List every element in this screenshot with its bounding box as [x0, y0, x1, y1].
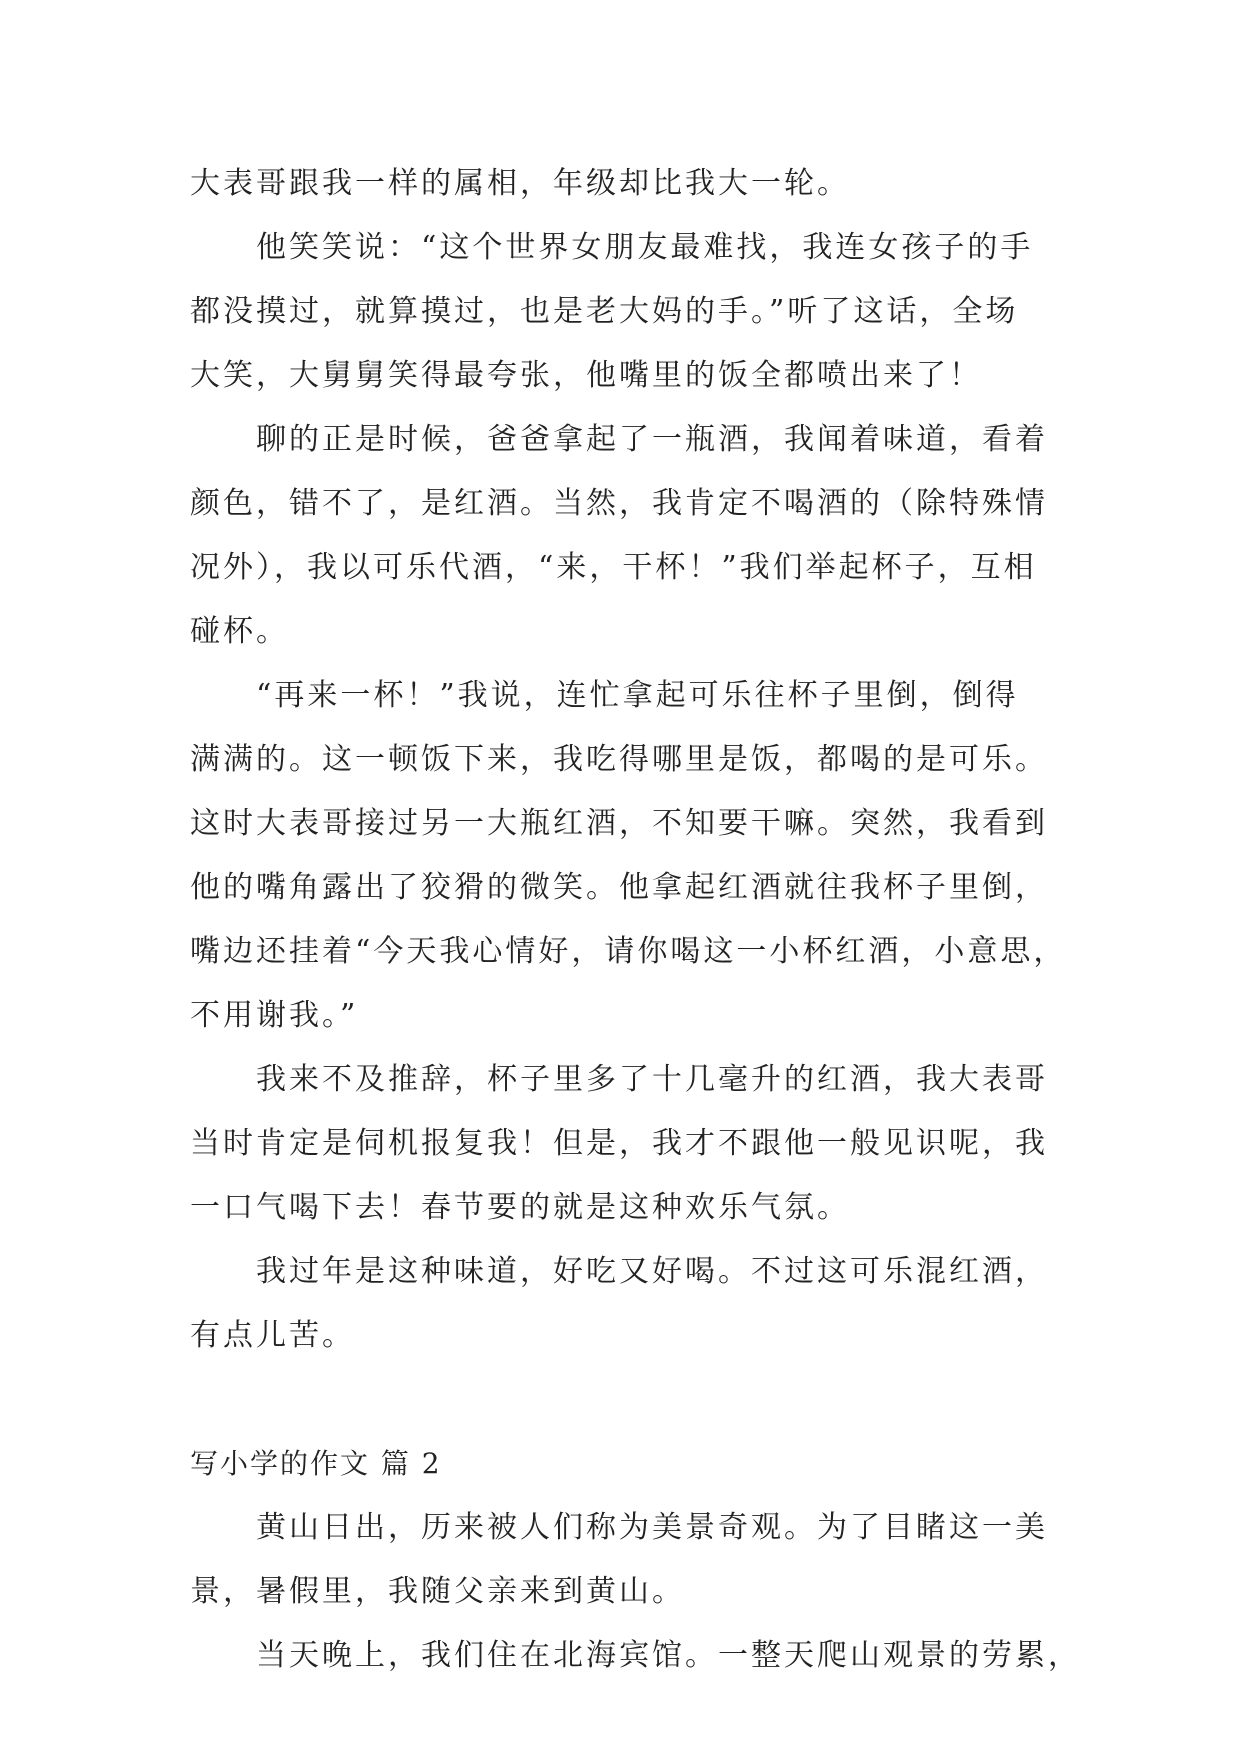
text-line: 当天晚上，我们住在北海宾馆。一整天爬山观景的劳累，	[256, 1638, 1081, 1673]
paragraph-2	[190, 216, 1070, 408]
paragraph-7	[190, 1496, 1070, 1624]
text-line: “再来一杯！”我说，连忙拿起可乐往杯子里倒，倒得	[256, 678, 1019, 713]
text-line: 有点儿苦。	[190, 1318, 355, 1353]
text-line: 不用谢我。”	[190, 998, 359, 1033]
section-title: 写小学的作文 篇 2	[190, 1447, 442, 1480]
text-line: 我来不及推辞，杯子里多了十几毫升的红酒，我大表哥	[256, 1062, 1048, 1097]
text-line: 他的嘴角露出了狡猾的微笑。他拿起红酒就往我杯子里倒，	[190, 870, 1048, 905]
text-line: 他笑笑说：“这个世界女朋友最难找，我连女孩子的手	[256, 230, 1034, 265]
text-line: 满满的。这一顿饭下来，我吃得哪里是饭，都喝的是可乐。	[190, 742, 1048, 777]
text-line: 我过年是这种味道，好吃又好喝。不过这可乐混红酒，	[256, 1254, 1048, 1289]
article-body	[190, 152, 1081, 1688]
text-line: 这时大表哥接过另一大瓶红酒，不知要干嘛。突然，我看到	[190, 806, 1048, 841]
text-line: 当时肯定是伺机报复我！但是，我才不跟他一般见识呢，我	[190, 1126, 1048, 1161]
text-line: 黄山日出，历来被人们称为美景奇观。为了目睹这一美	[256, 1510, 1048, 1545]
paragraph-1	[190, 152, 1070, 216]
text-line: 聊的正是时候，爸爸拿起了一瓶酒，我闻着味道，看着	[256, 422, 1048, 457]
paragraph-5	[190, 1048, 1070, 1240]
text-line: 碰杯。	[190, 614, 289, 649]
text-line: 都没摸过，就算摸过，也是老大妈的手。”听了这话，全场	[190, 294, 1019, 329]
paragraph-6	[190, 1240, 1070, 1368]
paragraph-8	[190, 1624, 1081, 1688]
section-gap	[190, 1368, 1070, 1432]
text-line: 大笑，大舅舅笑得最夸张，他嘴里的饭全都喷出来了！	[190, 358, 982, 393]
paragraph-4	[190, 664, 1070, 1048]
text-line: 嘴边还挂着“今天我心情好，请你喝这一小杯红酒，小意思，	[190, 934, 1067, 969]
text-line: 景，暑假里，我随父亲来到黄山。	[190, 1574, 685, 1609]
text-line: 颜色，错不了，是红酒。当然，我肯定不喝酒的（除特殊情	[190, 486, 1048, 521]
paragraph-3	[190, 408, 1070, 664]
text-line: 况外），我以可乐代酒，“来，干杯！”我们举起杯子，互相	[190, 550, 1037, 585]
text-line: 一口气喝下去！春节要的就是这种欢乐气氛。	[190, 1190, 850, 1225]
text-line: 大表哥跟我一样的属相，年级却比我大一轮。	[190, 166, 850, 201]
